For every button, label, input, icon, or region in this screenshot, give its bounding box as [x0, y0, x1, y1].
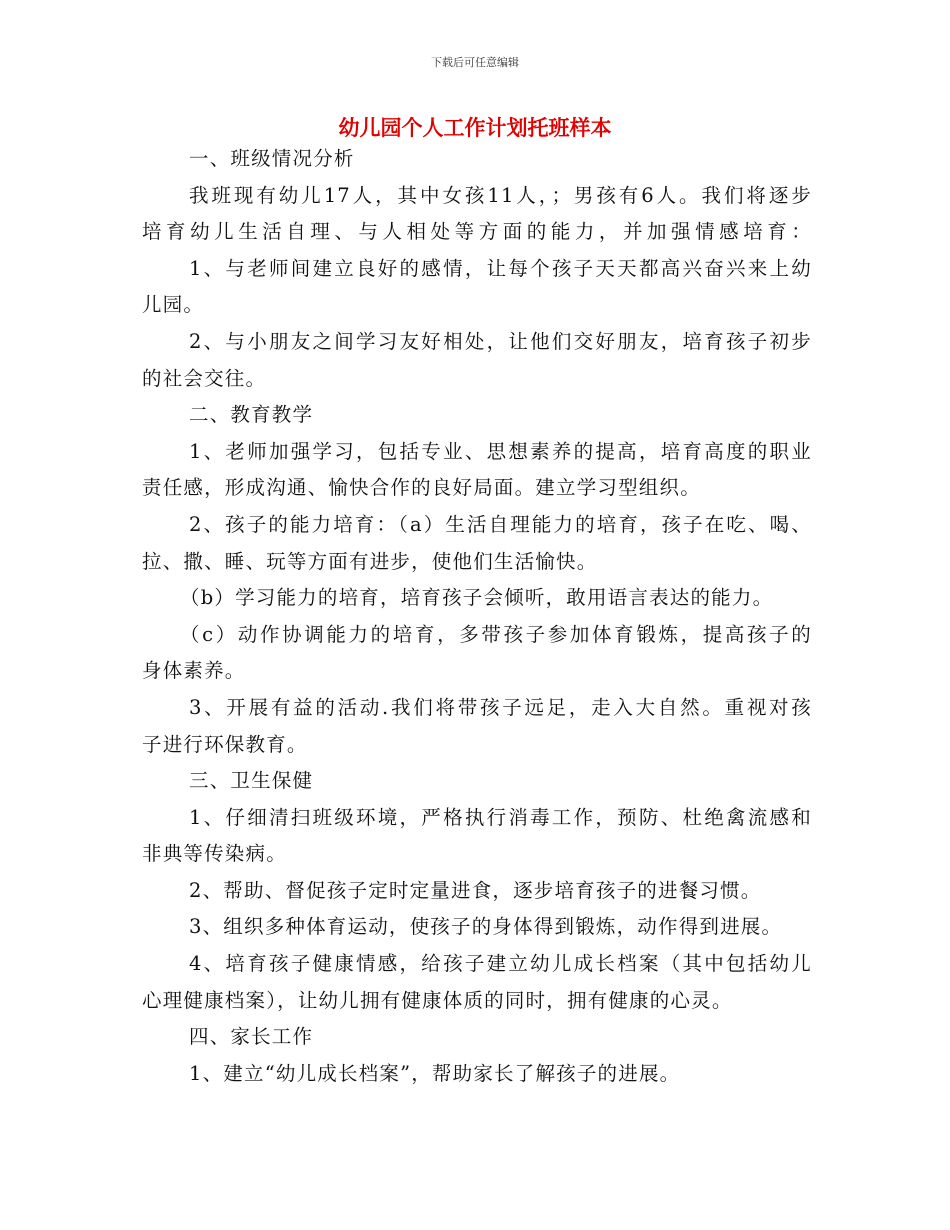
paragraph-line: 我班现有幼儿17人，其中女孩11人，；男孩有6人。我们将逐步 [189, 183, 812, 207]
paragraph-line: （c）动作协调能力的培育，多带孩子参加体育锻炼，提高孩子的 [180, 622, 812, 646]
paragraph-line: 责任感，形成沟通、愉快合作的良好局面。建立学习型组织。 [142, 476, 701, 500]
paragraph-line: 的社会交往。 [142, 366, 267, 390]
document-body [142, 141, 812, 1092]
paragraph-line: 2、孩子的能力培育：（a）生活自理能力的培育，孩子在吃、喝、 [189, 512, 812, 536]
paragraph-line: 非典等传染病。 [142, 842, 287, 866]
paragraph-line: 1、老师加强学习，包括专业、思想素养的提高，培育高度的职业 [189, 439, 812, 463]
paragraph-line: 1、仔细清扫班级环境，严格执行消毒工作，预防、杜绝禽流感和 [189, 805, 812, 829]
paragraph-line: 2、与小朋友之间学习友好相处，让他们交好朋友，培育孩子初步 [189, 329, 812, 353]
paragraph-line: 2、帮助、督促孩子定时定量进食，逐步培育孩子的进餐习惯。 [189, 878, 762, 902]
paragraph-line: 子进行环保教育。 [142, 732, 308, 756]
paragraph-line: （b）学习能力的培育，培育孩子会倾听，敢用语言表达的能力。 [180, 586, 774, 610]
section-heading: 四、家长工作 [189, 1025, 314, 1049]
paragraph-line: 拉、撒、睡、玩等方面有进步，使他们生活愉快。 [142, 549, 598, 573]
section-heading: 一、班级情况分析 [189, 147, 355, 170]
section-heading: 三、卫生保健 [189, 769, 314, 793]
paragraph-line: 培育幼儿生活自理、与人相处等方面的能力，并加强情感培育： [142, 220, 812, 244]
paragraph-line: 1、与老师间建立良好的感情，让每个孩子天天都高兴奋兴来上幼 [189, 256, 812, 280]
header-note: 下载后可任意编辑 [431, 56, 519, 69]
paragraph-line: 身体素养。 [142, 659, 246, 683]
paragraph-line: 心理健康档案），让幼儿拥有健康体质的同时，拥有健康的心灵。 [142, 988, 733, 1012]
section-heading: 二、教育教学 [189, 403, 314, 427]
paragraph-line: 3、组织多种体育运动，使孩子的身体得到锻炼，动作得到进展。 [189, 915, 783, 939]
paragraph-line: 儿园。 [142, 293, 205, 317]
paragraph-line: 1、建立“幼儿成长档案”，帮助家长了解孩子的进展。 [189, 1061, 681, 1085]
paragraph-line: 4、培育孩子健康情感，给孩子建立幼儿成长档案（其中包括幼儿 [189, 952, 812, 976]
document-title: 幼儿园个人工作计划托班样本 [338, 116, 612, 140]
paragraph-line: 3、开展有益的活动.我们将带孩子远足，走入大自然。重视对孩 [189, 695, 812, 719]
